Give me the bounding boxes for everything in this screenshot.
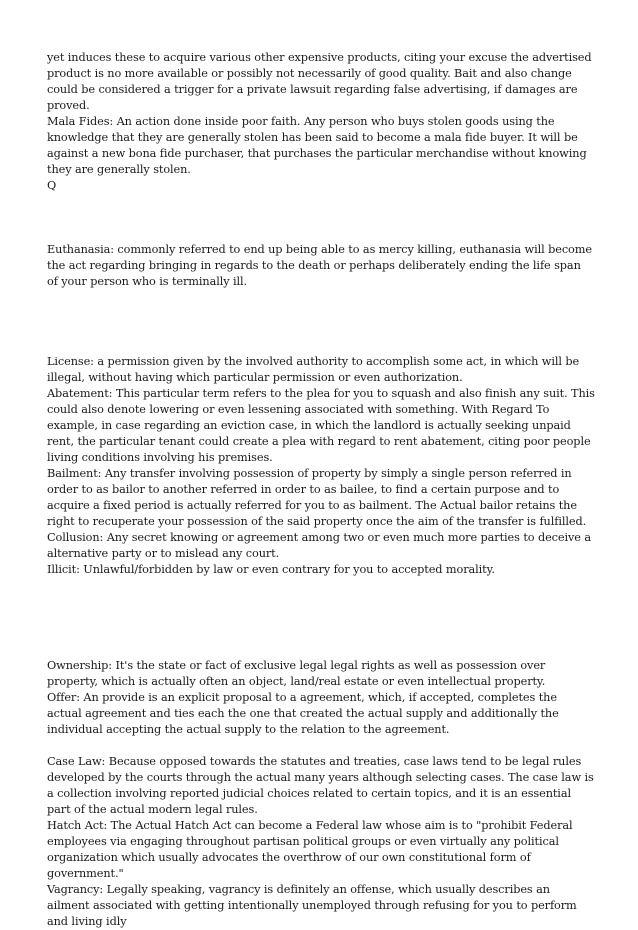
paragraph-offer: Offer: An provide is an explicit proposal to a agreement, which, if accepted, completes the actual agreement and ties each the one that created the actual supply and additionally the individual accepting the actual supply to the relation to the agreement. (47, 691, 559, 736)
paragraph-spacer (47, 290, 595, 354)
paragraph-spacer (47, 578, 595, 642)
paragraph-mala-fides: Mala Fides: An action done inside poor faith. Any person who buys stolen goods using the knowledge that they are generally stolen has been said to become a mala fide buyer. It will be against a new bona fide purchaser, that purchases the particular merchandise without knowing they are generally stolen. (47, 115, 587, 176)
paragraph-vagrancy: Vagrancy: Legally speaking, vagrancy is definitely an offense, which usually describes an ailment associated with getting intentionally unemployed through refusing for you to perform and living idly (47, 883, 577, 928)
paragraph-license: License: a permission given by the involved authority to accomplish some act, in which will be illegal, without having which particular permission or even authorization. (47, 355, 580, 384)
paragraph-euthanasia: Euthanasia: commonly referred to end up being able to as mercy killing, euthanasia will become the act regarding bringing in regards to the death or perhaps deliberately ending the life span of your person who is terminally ill. (47, 243, 592, 288)
paragraph-abatement: Abatement: This particular term refers to the plea for you to squash and also finish any suit. This could also denote lowering or even lessening associated with something. With Regard To example, in case regarding an eviction case, in which the landlord is actually seeking unpaid rent, the particular tenant could create a plea with regard to rent abatement, citing poor people living conditions involving his premises. (47, 387, 595, 464)
paragraph-collusion: Collusion: Any secret knowing or agreement among two or even much more parties to deceive a alternative party or to mislead any court. (47, 531, 591, 560)
paragraph-spacer (47, 642, 595, 658)
paragraph-spacer (47, 194, 595, 242)
paragraph-hatch-act: Hatch Act: The Actual Hatch Act can become a Federal law whose aim is to "prohibit Federal employees via engaging throughout partisan political groups or even virtually any political organization which usually advocates the overthrow of our own constitutional form of government." (47, 819, 573, 880)
paragraph-q: Q (47, 179, 57, 192)
document-body (47, 50, 595, 930)
paragraph-ownership: Ownership: It's the state or fact of exclusive legal legal rights as well as possession over property, which is actually often an object, land/real estate or even intellectual property. (47, 659, 546, 688)
paragraph-spacer (47, 738, 595, 754)
paragraph-bait-and-switch: yet induces these to acquire various other expensive products, citing your excuse the advertised product is no more available or possibly not necessarily of good quality. Bait and also change could be considered a trigger for a private lawsuit regarding false advertising, if damages are proved. (47, 51, 592, 112)
paragraph-bailment: Bailment: Any transfer involving possession of property by simply a single person referred in order to as bailor to another referred in order to as bailee, to find a certain purpose and to acquire a fixed period is actually referred for you to as bailment. The Actual bailor retains the right to recuperate your possession of the said property once the aim of the transfer is fulfilled. (47, 467, 587, 528)
paragraph-case-law: Case Law: Because opposed towards the statutes and treaties, case laws tend to be legal rules developed by the courts through the actual many years although selecting cases. The case law is a collection involving reported judicial choices related to certain topics, and it is an essential part of the actual modern legal rules. (47, 755, 594, 816)
paragraph-illicit: Illicit: Unlawful/forbidden by law or even contrary for you to accepted morality. (47, 563, 495, 576)
